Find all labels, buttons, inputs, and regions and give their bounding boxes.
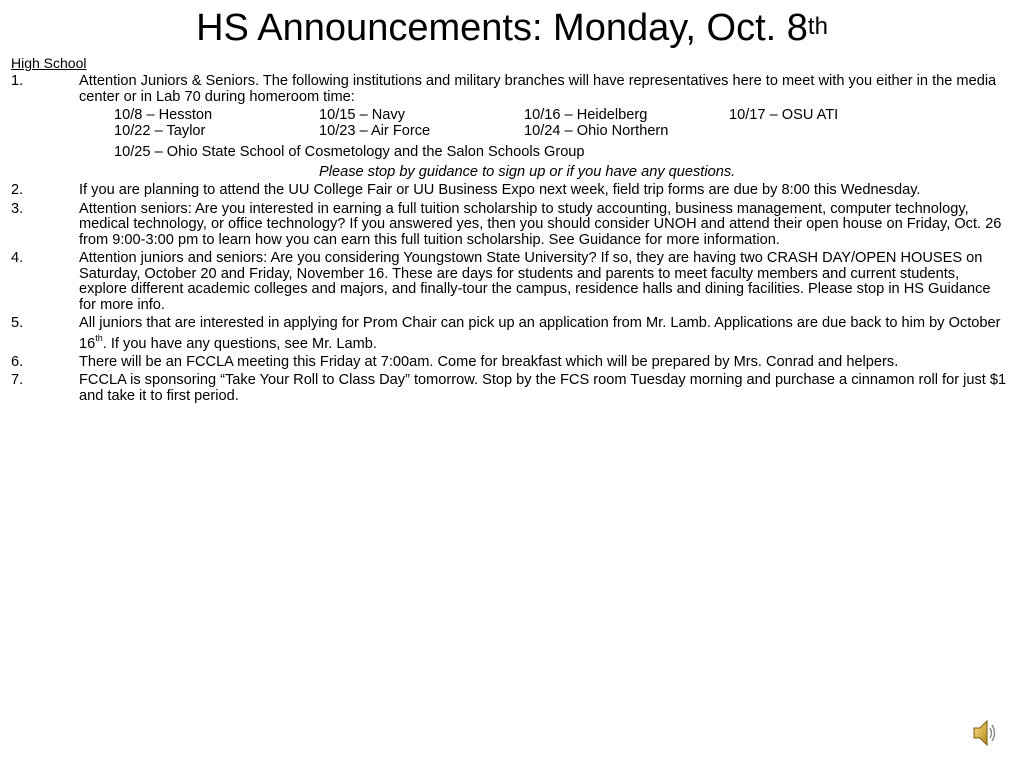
- item-text-part: All juniors that are interested in applying for Prom Chair can pick up an application from Mr. Lamb. Applications are due back to him by October 16: [79, 315, 1001, 352]
- list-item: [11, 355, 1011, 371]
- item-text: Attention Juniors & Seniors. The following institutions and military branches will have representatives here to meet with you either in the media center or in Lab 70 during homeroom time:: [79, 73, 997, 105]
- speaker-icon-graphic: [972, 716, 998, 750]
- schedule-entry: 10/24 – Ohio Northern: [524, 122, 669, 139]
- item-text: Attention seniors: Are you interested in earning a full tuition scholarship to study accounting, business management, computer technology, medical technology, or office technology? If you answered yes, then you should consider UNOH and attend their open house on Friday, Oct. 26 from 9:00-3:00 pm to learn how you can earn this full tuition scholarship. See Guidance for more information.: [79, 200, 1002, 248]
- item-text: [79, 316, 1011, 352]
- item-text: There will be an FCCLA meeting this Friday at 7:00am. Come for breakfast which will be prepared by Mrs. Conrad and helpers.: [79, 353, 899, 370]
- announcement-list: [11, 74, 1011, 407]
- schedule-entry: 10/22 – Taylor: [114, 122, 206, 139]
- slide-title: [0, 6, 1024, 55]
- schedule-entry: 10/17 – OSU ATI: [729, 107, 839, 123]
- item-text: If you are planning to attend the UU College Fair or UU Business Expo next week, field trip forms are due by 8:00 this Wednesday.: [79, 182, 921, 198]
- list-item: [11, 202, 1011, 249]
- item-number: 5.: [11, 315, 24, 331]
- representative-schedule: [79, 108, 1011, 161]
- item-text: FCCLA is sponsoring “Take Your Roll to Class Day” tomorrow. Stop by the FCS room Tuesday morning and purchase a cinnamon roll for just $1 and take it to first period.: [79, 372, 1007, 404]
- item-number: 2.: [11, 182, 24, 198]
- item-number: 7.: [11, 372, 24, 389]
- list-item: [11, 316, 1011, 352]
- item-number: 4.: [11, 250, 24, 266]
- item-text: Attention juniors and seniors: Are you considering Youngstown State University? If so, they are having two CRASH DAY/OPEN HOUSES on Saturday, October 20 and Friday, November 16. These are days for students and parents to meet faculty members and current students, explore different academic colleges and majors, and finally-tour the campus, residence halls and dining facilities. Please stop in HS Guidance for more info.: [79, 250, 991, 313]
- list-item: [11, 373, 1011, 404]
- signup-note: Please stop by guidance to sign up or if you have any questions.: [319, 163, 736, 180]
- item-number: 3.: [11, 200, 24, 217]
- title-text: HS Announcements: Monday, Oct. 8: [196, 7, 808, 49]
- item-superscript: th: [95, 332, 103, 343]
- item-number: 1.: [11, 73, 24, 89]
- speaker-icon[interactable]: [972, 716, 998, 750]
- schedule-entry: 10/25 – Ohio State School of Cosmetology and the Salon Schools Group: [114, 144, 585, 160]
- schedule-entry: 10/15 – Navy: [319, 107, 405, 123]
- schedule-entry: 10/23 – Air Force: [319, 122, 431, 139]
- section-heading: High School: [11, 55, 87, 71]
- list-item: [11, 251, 1011, 313]
- item-text-part: . If you have any questions, see Mr. Lamb.: [102, 335, 377, 352]
- schedule-row: [114, 108, 1011, 124]
- schedule-entry: 10/16 – Heidelberg: [524, 107, 648, 123]
- title-superscript: th: [807, 13, 828, 40]
- schedule-row: [114, 124, 1011, 140]
- list-item: [11, 74, 1011, 180]
- list-item: [11, 183, 1011, 199]
- schedule-entry: 10/8 – Hesston: [114, 107, 213, 123]
- item-number: 6.: [11, 353, 24, 370]
